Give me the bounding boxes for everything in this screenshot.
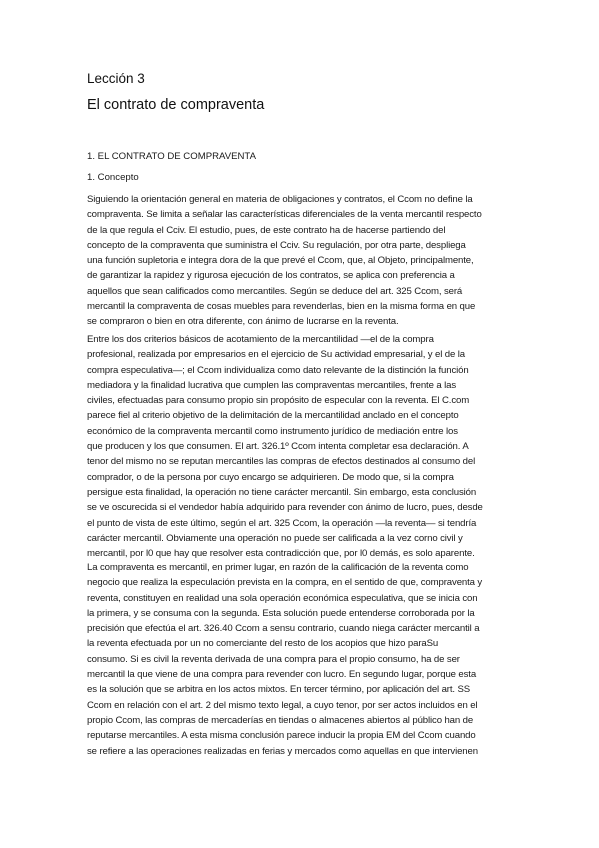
text-line: propio Ccom, las compras de mercaderías en tiendas o almacenes abiertos al público han de <box>87 714 474 726</box>
text-line: parece fiel al criterio objetivo de la delimitación de la mercantilidad anclado en el concepto <box>87 410 459 422</box>
section-heading: 1. EL CONTRATO DE COMPRAVENTA <box>87 151 256 162</box>
text-line: tenor del mismo no se reputan mercantiles las compras de efectos destinados al consumo del <box>87 456 476 468</box>
text-line: negocio que realiza la especulación prevista en la compra, en el sentido de que, compraventa y <box>87 577 483 589</box>
text-line: civiles, efectuadas para consumo propio sin propósito de especular con la reventa. El C.com <box>87 395 470 407</box>
text-line: aquellos que sean calificados como mercantiles. Según se deduce del art. 325 Ccom, será <box>87 285 463 297</box>
text-line: mercantil, por l0 que hay que resolver esta contradicción que, por l0 demás, es solo aparente. <box>87 548 475 560</box>
text-line: se ve oscurecida si el vendedor había adquirido para revender con ánimo de lucro, pues, desde <box>87 502 483 514</box>
text-line: es la solución que se arbitra en los actos mixtos. En tercer término, por aplicación del art. SS <box>87 684 471 696</box>
text-line: de garantizar la rapidez y rigurosa ejecución de los contratos, se aplica con preferencia a <box>87 270 455 282</box>
text-line: La compraventa es mercantil, en primer lugar, en razón de la calificación de la reventa como <box>87 562 469 573</box>
text-line: consumo. Si es civil la reventa derivada de una compra para el propio consumo, ha de ser <box>87 653 460 665</box>
text-line: compraventa. Se limita a señalar las características diferenciales de la venta mercantil respecto <box>87 209 482 221</box>
text-line: mercantil la compraventa de cosas muebles para revenderlas, bien en la misma forma en que <box>87 301 476 313</box>
text-line: la primera, y se consuma con la segunda. Esta solución puede entenderse corroborada por la <box>87 607 475 619</box>
text-line: profesional, realizada por empresarios en el ejercicio de Su actividad empresarial, y el de la <box>87 349 466 361</box>
text-line: de la que regula el Cciv. El estudio, pues, de este contrato ha de hacerse partiendo del <box>87 224 446 236</box>
text-line: reputarse mercantiles. A esta misma conclusión parece inducir la propia EM del Ccom cuando <box>87 730 476 742</box>
text-line: Entre los dos criterios básicos de acotamiento de la mercantilidad —el de la compra <box>87 334 434 345</box>
text-line: se compraron o bien en otra diferente, con ánimo de lucrarse en la reventa. <box>87 316 399 328</box>
lesson-title: El contrato de compraventa <box>87 97 265 113</box>
text-line: precisión que efectúa el art. 326.40 Ccom a sensu contrario, cuando niega carácter mercantil a <box>87 623 480 635</box>
text-line: comprador, o de la persona por cuyo encargo se adquirieren. De modo que, si la compra <box>87 471 454 483</box>
text-line: la reventa efectuada por un no comerciante del resto de los acopios que hizo paraSu <box>87 638 439 650</box>
lesson-number: Lección 3 <box>87 71 145 86</box>
text-line: se refiere a las operaciones realizadas en ferias y mercados como aquellas en que intervienen <box>87 745 478 757</box>
text-line: Ccom en relación con el art. 2 del mismo texto legal, a cuyo tenor, por ser actos incluidos en el <box>87 699 478 711</box>
subsection-heading: 1. Concepto <box>87 172 139 183</box>
text-line: Siguiendo la orientación general en materia de obligaciones y contratos, el Ccom no define la <box>87 194 473 205</box>
text-line: mercantil la que viene de una compra para revender con lucro. En segundo lugar, porque esta <box>87 669 477 681</box>
paragraph-2 <box>87 332 517 561</box>
text-line: carácter mercantil. Obviamente una operación no puede ser calificada a la vez corno civil y <box>87 532 463 544</box>
paragraph-3 <box>87 560 517 759</box>
text-line: mediadora y la finalidad lucrativa que cumplen las compraventas mercantiles, frente a las <box>87 379 456 391</box>
text-line: el punto de vista de este último, según el art. 325 Ccom, la operación —la reventa— si tendría <box>87 517 477 529</box>
text-line: reventa, constituyen en realidad una sola operación económica especulativa, que se inicia con <box>87 592 478 604</box>
text-line: que producen y los que consumen. El art. 326.1º Ccom intenta completar esa declaración. A <box>87 441 469 453</box>
text-line: concepto de la compraventa que suministra el Cciv. Su regulación, por otra parte, despliega <box>87 239 466 251</box>
text-line: una función supletoria e integra dora de la que prevé el Ccom, que, al Objeto, principalmente, <box>87 255 474 267</box>
text-line: compra especulativa—; el Ccom individualiza como dato relevante de la distinción la función <box>87 364 469 376</box>
text-line: económico de la compraventa mercantil como instrumento jurídico de mediación entre los <box>87 425 458 437</box>
paragraph-1 <box>87 192 517 330</box>
text-line: persigue esta finalidad, la operación no tiene carácter mercantil. Sin embargo, esta conclusión <box>87 486 477 498</box>
